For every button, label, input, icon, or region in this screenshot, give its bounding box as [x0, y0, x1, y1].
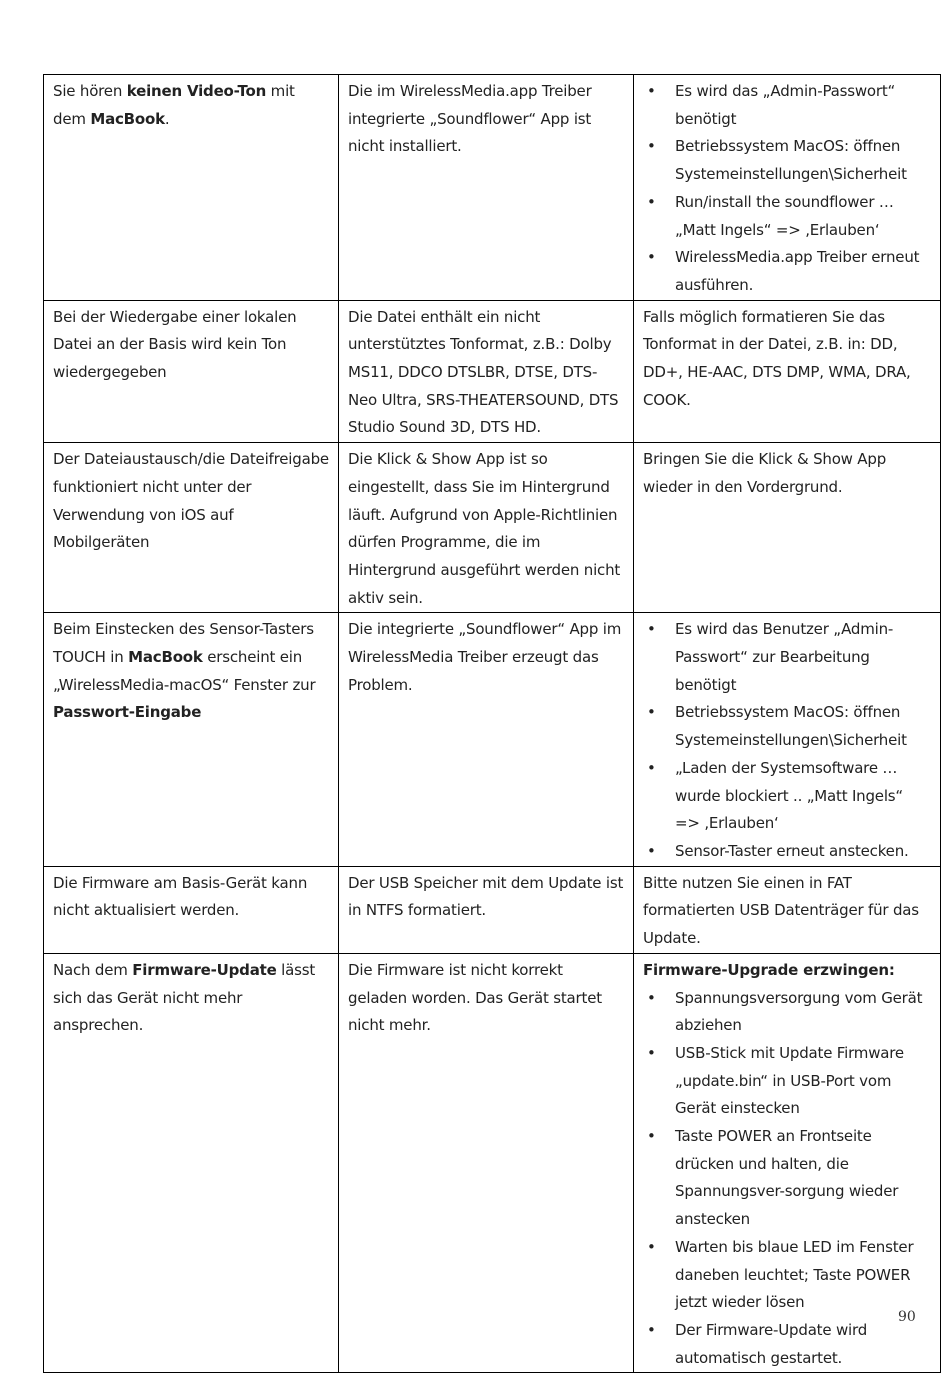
- problem-text-segment: erscheint ein „WirelessMedia-macOS“ Fenster zur: [53, 648, 316, 694]
- table-row: [44, 866, 941, 953]
- solution-bullet-item: • Warten bis blaue LED im Fenster daneben leuchtet; Taste POWER jetzt wieder lösen: [643, 1234, 932, 1317]
- solution-cell: [634, 75, 941, 301]
- problem-text-bold: MacBook: [90, 109, 165, 128]
- solution-bullet-item: • Betriebssystem MacOS: öffnen Systemeinstellungen\Sicherheit: [643, 699, 932, 754]
- cause-cell: [339, 613, 634, 866]
- cause-text: Die Firmware ist nicht korrekt geladen worden. Das Gerät startet nicht mehr.: [348, 960, 602, 1035]
- solution-bullet-item: • Run/install the soundflower … „Matt Ingels“ => ‚Erlauben‘: [643, 189, 932, 244]
- problem-text: [53, 446, 330, 557]
- solution-bullet-item: • USB-Stick mit Update Firmware „update.bin“ in USB-Port vom Gerät einstecken: [643, 1040, 932, 1123]
- cause-cell: [339, 75, 634, 301]
- solution-bullet-item: • Betriebssystem MacOS: öffnen Systemeinstellungen\Sicherheit: [643, 133, 932, 188]
- problem-text: [53, 616, 330, 727]
- solution-cell: [634, 613, 941, 866]
- solution-bullet-item: • Taste POWER an Frontseite drücken und halten, die Spannungsver-sorgung wieder anstecken: [643, 1123, 932, 1234]
- problem-cell: [44, 866, 339, 953]
- problem-text-bold: Firmware-Update: [132, 960, 277, 979]
- problem-text-segment: Bei der Wiedergabe einer lokalen Datei an der Basis wird kein Ton wiedergegeben: [53, 307, 297, 382]
- solution-text: Bringen Sie die Klick & Show App wieder in den Vordergrund.: [643, 450, 887, 496]
- cause-text: Der USB Speicher mit dem Update ist in NTFS formatiert.: [348, 873, 624, 920]
- cause-text: Die integrierte „Soundflower“ App im WirelessMedia Treiber erzeugt das Problem.: [348, 620, 622, 694]
- cause-cell: [339, 866, 634, 953]
- problem-text-bold: Passwort-Eingabe: [53, 703, 202, 722]
- problem-cell: [44, 75, 339, 301]
- problem-cell: [44, 443, 339, 613]
- problem-text: [53, 870, 330, 925]
- table-row: [44, 300, 941, 443]
- solution-bullet-item: • Es wird das Benutzer „Admin-Passwort“ zur Bearbeitung benötigt: [643, 616, 932, 699]
- solution-heading: Firmware-Upgrade erzwingen:: [643, 960, 895, 979]
- table-row: [44, 75, 941, 301]
- cause-cell: [339, 953, 634, 1373]
- solution-bullet-item: • Der Firmware-Update wird automatisch gestartet.: [643, 1317, 932, 1372]
- cause-text: Die Datei enthält ein nicht unterstütztes Tonformat, z.B.: Dolby MS11, DDCO DTSLBR, DTSE, DTS-Neo Ultra, SRS-THEATERSOUND, DTS Studio Sound 3D, DTS HD.: [348, 307, 619, 437]
- table-row: [44, 613, 941, 866]
- problem-text: [53, 957, 330, 1040]
- problem-text-segment: Sie hören: [53, 82, 127, 100]
- solution-cell: [634, 866, 941, 953]
- cause-cell: [339, 300, 634, 443]
- solution-bullet-item: • Sensor-Taster erneut anstecken.: [643, 838, 932, 866]
- solution-text: Bitte nutzen Sie einen in FAT formatierten USB Datenträger für das Update.: [643, 873, 919, 948]
- solution-bullet-item: • „Laden der Systemsoftware … wurde blockiert .. „Matt Ingels“ => ‚Erlauben‘: [643, 755, 932, 838]
- solution-bullet-item: • Spannungsversorgung vom Gerät abziehen: [643, 985, 932, 1040]
- cause-cell: [339, 443, 634, 613]
- cause-text: Die Klick & Show App ist so eingestellt, dass Sie im Hintergrund läuft. Aufgrund von Apple-Richtlinien dürfen Programme, die im Hintergrund ausgeführt werden nicht aktiv sein.: [348, 450, 621, 607]
- problem-text-bold: keinen Video-Ton: [126, 82, 267, 100]
- problem-text-segment: lässt sich das Gerät nicht mehr ansprechen.: [53, 960, 316, 1035]
- solution-bullet-item: • WirelessMedia.app Treiber erneut ausführen.: [643, 244, 932, 299]
- problem-text-segment: Beim Einstecken des Sensor-Tasters TOUCH in: [53, 620, 314, 667]
- problem-cell: [44, 613, 339, 866]
- solution-bullet-list: [643, 616, 932, 865]
- problem-text-bold: MacBook: [128, 648, 203, 667]
- problem-cell: [44, 300, 339, 443]
- problem-text-segment: .: [164, 109, 170, 128]
- problem-text-segment: Nach dem: [53, 960, 133, 979]
- solution-cell: [634, 443, 941, 613]
- problem-text-segment: Die Firmware am Basis-Gerät kann nicht aktualisiert werden.: [53, 873, 308, 920]
- problem-cell: [44, 953, 339, 1373]
- table-row: [44, 953, 941, 1373]
- problem-text-segment: mit dem: [53, 82, 295, 128]
- solution-cell: [634, 953, 941, 1373]
- solution-bullet-item: • Es wird das „Admin-Passwort“ benötigt: [643, 78, 932, 133]
- page-number: 90: [898, 1309, 916, 1325]
- solution-text: Falls möglich formatieren Sie das Tonformat in der Datei, z.B. in: DD, DD+, HE-AAC, DTS DMP, WMA, DRA, COOK.: [643, 307, 911, 409]
- solution-bullet-list: [643, 985, 932, 1373]
- solution-bullet-list: [643, 78, 932, 300]
- cause-text: Die im WirelessMedia.app Treiber integrierte „Soundflower“ App ist nicht installiert.: [348, 82, 592, 156]
- troubleshooting-table: [43, 74, 941, 1373]
- problem-text: [53, 78, 330, 133]
- problem-text-segment: Der Dateiaustausch/die Dateifreigabe funktioniert nicht unter der Verwendung von iOS auf Mobilgeräten: [53, 450, 329, 552]
- solution-cell: [634, 300, 941, 443]
- table-row: [44, 443, 941, 613]
- problem-text: [53, 304, 330, 387]
